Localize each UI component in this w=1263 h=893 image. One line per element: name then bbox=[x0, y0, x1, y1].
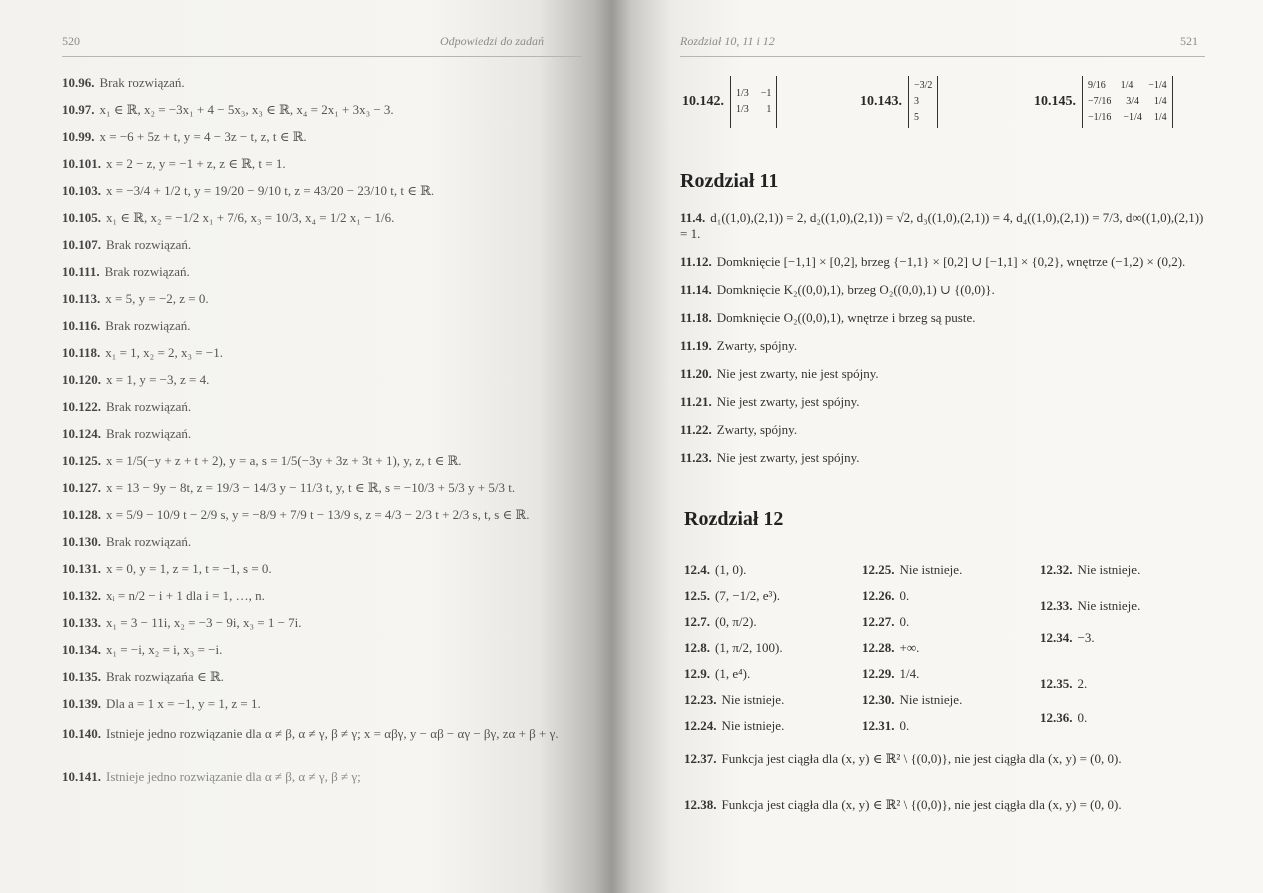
answer-entry: 10.133. x₁ = 3 − 11i, x₂ = −3 − 9i, x₃ = 1 − 7i. bbox=[62, 615, 302, 630]
answer-entry: 10.131. x = 0, y = 1, z = 1, t = −1, s = 0. bbox=[62, 561, 272, 576]
answer-entry: 12.32. Nie istnieje. bbox=[1040, 562, 1141, 577]
answer-entry: 10.140. Istnieje jedno rozwiązanie dla α ≠ β, α ≠ γ, β ≠ γ; x = αβγ, y − αβ − αγ − βγ, zα + β + γ. bbox=[62, 726, 559, 741]
answer-entry: 12.29. 1/4. bbox=[862, 666, 920, 681]
answer-entry: 10.111. Brak rozwiązań. bbox=[62, 264, 190, 279]
answer-entry: 10.97. x₁ ∈ ℝ, x₂ = −3x₁ + 4 − 5x₃, x₃ ∈ ℝ, x₄ = 2x₁ + 3x₃ − 3. bbox=[62, 102, 394, 117]
chapter-12-column-2 bbox=[862, 562, 962, 744]
matrix: −3/2 3 5 bbox=[908, 76, 938, 128]
answer-entry: 11.14. Domknięcie K₂((0,0),1), brzeg O₂((0,0),1) ∪ {(0,0)}. bbox=[680, 282, 995, 297]
answer-entry: 10.113. x = 5, y = −2, z = 0. bbox=[62, 291, 209, 306]
answer-entry: 11.21. Nie jest zwarty, jest spójny. bbox=[680, 394, 860, 409]
answer-entry: 12.25. Nie istnieje. bbox=[862, 562, 963, 577]
answer-entry: 10.103. x = −3/4 + 1/2 t, y = 19/20 − 9/10 t, z = 43/20 − 23/10 t, t ∈ ℝ. bbox=[62, 183, 435, 198]
right-header-rule bbox=[680, 56, 1205, 57]
answer-entry: 10.122. Brak rozwiązań. bbox=[62, 399, 192, 414]
answer-entry: 10.141. Istnieje jedno rozwiązanie dla α ≠ β, α ≠ γ, β ≠ γ; bbox=[62, 769, 361, 784]
left-header-rule bbox=[62, 56, 582, 57]
answer-entry: 12.26. 0. bbox=[862, 588, 910, 603]
answer-entry: 12.4. (1, 0). bbox=[684, 562, 747, 577]
answer-entry: 10.99. x = −6 + 5z + t, y = 4 − 3z − t, z, t ∈ ℝ. bbox=[62, 129, 307, 144]
matrix-answer: 10.143. −3/2 3 5 bbox=[860, 76, 938, 128]
answer-entry: 10.118. x₁ = 1, x₂ = 2, x₃ = −1. bbox=[62, 345, 223, 360]
answer-entry: 10.128. x = 5/9 − 10/9 t − 2/9 s, y = −8/9 + 7/9 t − 13/9 s, z = 4/3 − 2/3 t + 2/3 s, t, s ∈ ℝ. bbox=[62, 507, 530, 522]
answer-entry: 11.23. Nie jest zwarty, jest spójny. bbox=[680, 450, 860, 465]
answer-entry: 12.7. (0, π/2). bbox=[684, 614, 757, 629]
chapter-12-column-3 bbox=[1040, 562, 1140, 736]
answer-entry: 12.30. Nie istnieje. bbox=[862, 692, 963, 707]
answer-entry: 10.125. x = 1/5(−y + z + t + 2), y = a, s = 1/5(−3y + 3z + 3t + 1), y, z, t ∈ ℝ. bbox=[62, 453, 462, 468]
answer-entry: 12.8. (1, π/2, 100). bbox=[684, 640, 783, 655]
answer-entry: 10.116. Brak rozwiązań. bbox=[62, 318, 191, 333]
answer-entry: 10.101. x = 2 − z, y = −1 + z, z ∈ ℝ, t = 1. bbox=[62, 156, 286, 171]
answer-entry: 12.24. Nie istnieje. bbox=[684, 718, 785, 733]
right-page-number: 521 bbox=[1180, 34, 1198, 48]
answer-entry: 12.36. 0. bbox=[1040, 710, 1088, 725]
answer-entry: 12.33. Nie istnieje. bbox=[1040, 598, 1141, 613]
answer-entry: 11.12. Domknięcie [−1,1] × [0,2], brzeg {−1,1} × [0,2] ∪ [−1,1] × {0,2}, wnętrze (−1,2) × (0,2). bbox=[680, 254, 1186, 269]
matrix-answer: 10.142. 1/3 −1 1/3 1 bbox=[682, 76, 777, 128]
matrix: 9/16 1/4 −1/4 −7/16 3/4 1/4 −1/16 −1/4 1/4 bbox=[1082, 76, 1173, 128]
chapter-12-column-1 bbox=[684, 562, 784, 744]
left-page-number: 520 bbox=[62, 34, 80, 48]
answer-entry: 10.120. x = 1, y = −3, z = 4. bbox=[62, 372, 210, 387]
matrix: 1/3 −1 1/3 1 bbox=[730, 76, 777, 128]
left-answer-list bbox=[62, 76, 592, 797]
answer-entry: 12.35. 2. bbox=[1040, 676, 1088, 691]
answer-entry: 10.132. xᵢ = n/2 − i + 1 dla i = 1, …, n. bbox=[62, 588, 265, 603]
answer-entry: 11.22. Zwarty, spójny. bbox=[680, 422, 798, 437]
answer-entry: 10.124. Brak rozwiązań. bbox=[62, 426, 192, 441]
answer-entry: 12.5. (7, −1/2, e³). bbox=[684, 588, 781, 603]
answer-entry: 10.135. Brak rozwiązańa ∈ ℝ. bbox=[62, 669, 224, 684]
answer-entry: 12.37. Funkcja jest ciągła dla (x, y) ∈ ℝ² \ {(0,0)}, nie jest ciągła dla (x, y) = (0, 0). bbox=[684, 751, 1122, 766]
left-running-head: Odpowiedzi do zadań bbox=[440, 34, 545, 48]
answer-entry: 12.34. −3. bbox=[1040, 630, 1095, 645]
answer-entry: 10.139. Dla a = 1 x = −1, y = 1, z = 1. bbox=[62, 696, 261, 711]
answer-entry: 12.9. (1, e⁴). bbox=[684, 666, 751, 681]
chapter-11-title: Rozdział 11 bbox=[680, 170, 779, 192]
answer-entry: 10.134. x₁ = −i, x₂ = i, x₃ = −i. bbox=[62, 642, 223, 657]
chapter-11-answers bbox=[680, 210, 1205, 478]
answer-entry: 12.31. 0. bbox=[862, 718, 910, 733]
answer-entry: 10.96. Brak rozwiązań. bbox=[62, 75, 185, 90]
answer-entry: 12.38. Funkcja jest ciągła dla (x, y) ∈ ℝ² \ {(0,0)}, nie jest ciągła dla (x, y) = (0, 0). bbox=[684, 797, 1122, 812]
answer-entry: 12.27. 0. bbox=[862, 614, 910, 629]
matrix-answers bbox=[682, 76, 1252, 136]
answer-entry: 11.19. Zwarty, spójny. bbox=[680, 338, 798, 353]
answer-entry: 12.23. Nie istnieje. bbox=[684, 692, 785, 707]
right-page bbox=[612, 0, 1263, 893]
chapter-12-title: Rozdział 12 bbox=[684, 508, 784, 530]
answer-entry: 12.28. +∞. bbox=[862, 640, 920, 655]
answer-entry: 10.105. x₁ ∈ ℝ, x₂ = −1/2 x₁ + 7/6, x₃ = 10/3, x₄ = 1/2 x₁ − 1/6. bbox=[62, 210, 395, 225]
answer-entry: 10.107. Brak rozwiązań. bbox=[62, 237, 192, 252]
right-running-head: Rozdział 10, 11 i 12 bbox=[680, 34, 775, 48]
answer-entry: 11.4. d₁((1,0),(2,1)) = 2, d₂((1,0),(2,1)) = √2, d₃((1,0),(2,1)) = 4, d₄((1,0),(2,1)) = 7/3, d∞((1,0),(2,1)) = 1. bbox=[680, 210, 1204, 241]
answer-entry: 11.20. Nie jest zwarty, nie jest spójny. bbox=[680, 366, 879, 381]
left-page bbox=[0, 0, 612, 893]
answer-entry: 10.130. Brak rozwiązań. bbox=[62, 534, 192, 549]
answer-entry: 11.18. Domknięcie O₂((0,0),1), wnętrze i brzeg są puste. bbox=[680, 310, 976, 325]
answer-entry: 10.127. x = 13 − 9y − 8t, z = 19/3 − 14/3 y − 11/3 t, y, t ∈ ℝ, s = −10/3 + 5/3 y + 5/3 t. bbox=[62, 480, 516, 495]
matrix-answer: 10.145. 9/16 1/4 −1/4 −7/16 3/4 1/4 −1/16 −1/4 1/4 bbox=[1034, 76, 1173, 128]
